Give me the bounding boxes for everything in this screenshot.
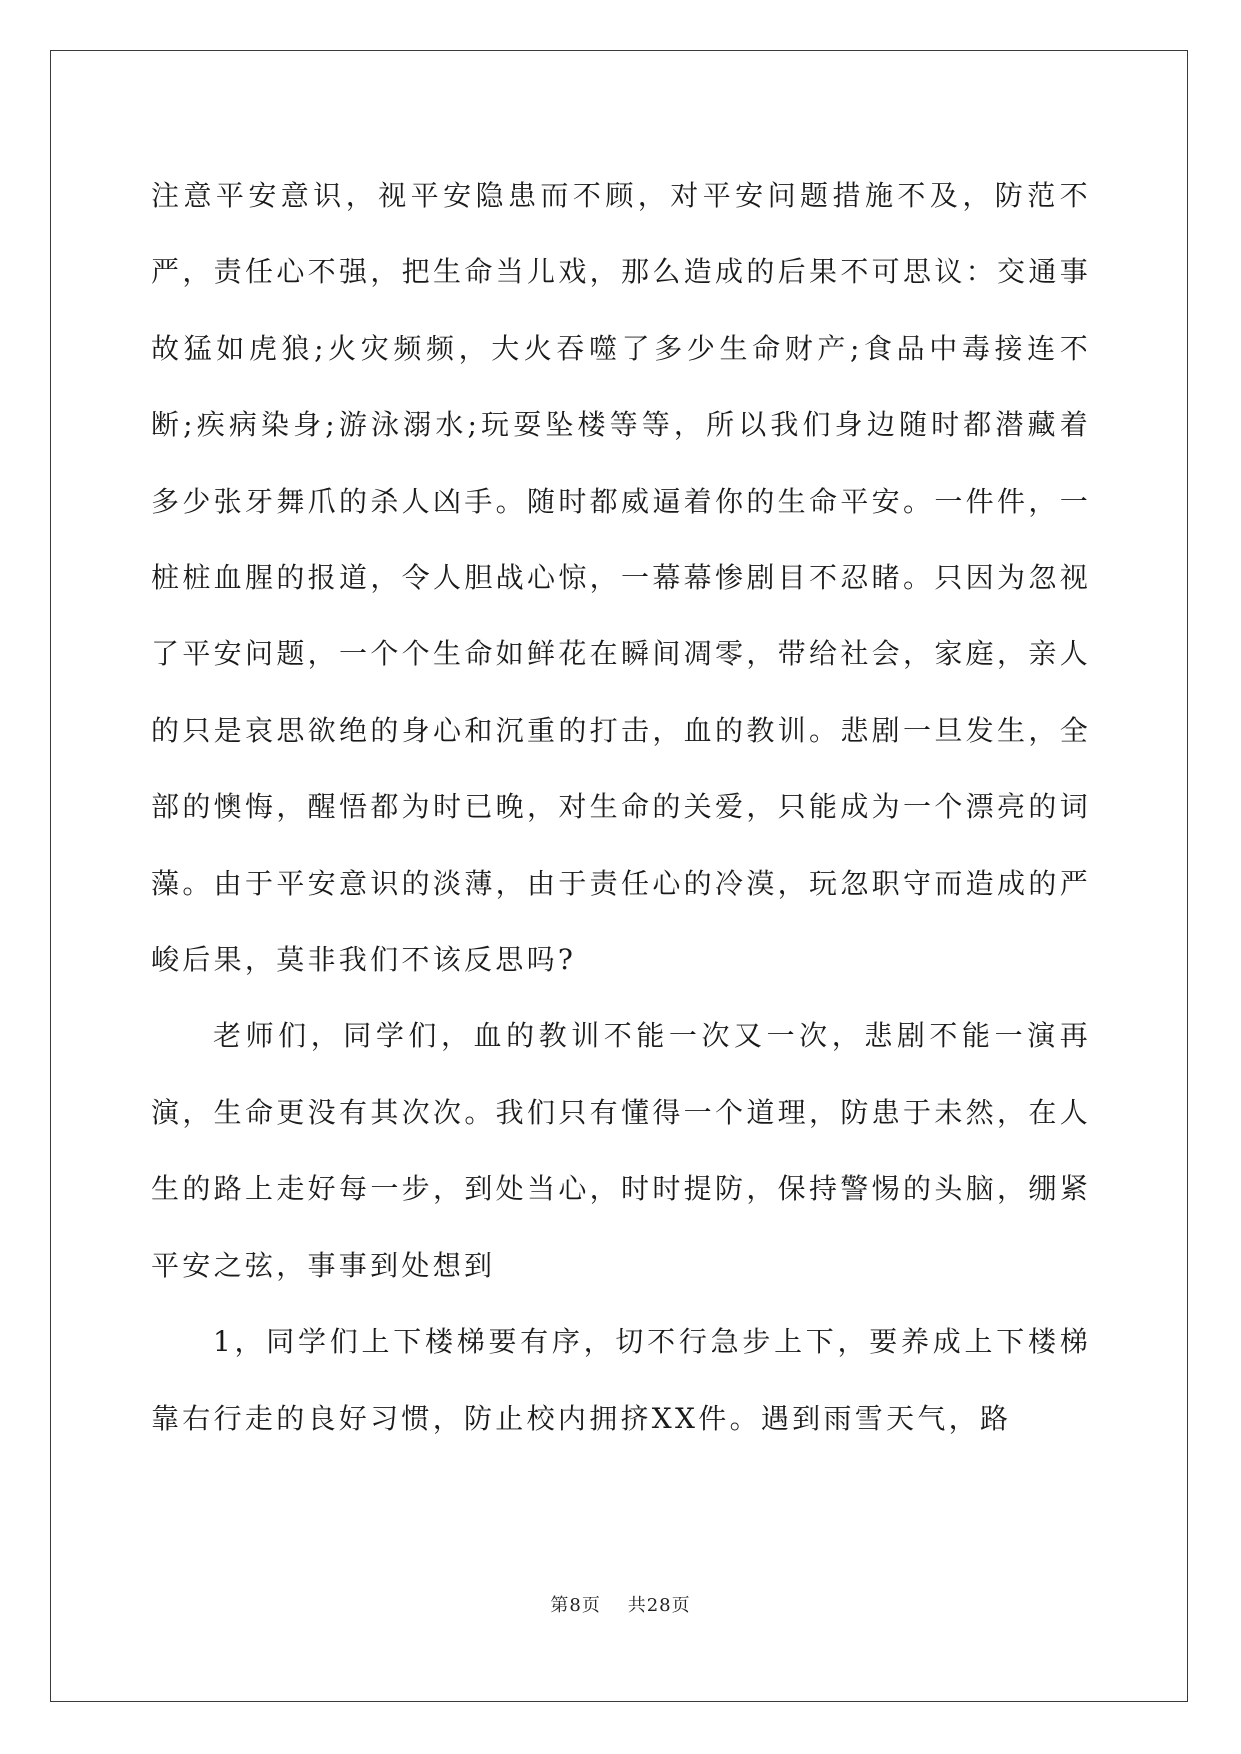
paragraph-2: 老师们，同学们，血的教训不能一次又一次，悲剧不能一演再演，生命更没有其次次。我们只有懂得一个道理，防患于未然，在人生的路上走好每一步，到处当心，时时提防，保持警惕的头脑，绷紧平安之弦，事事到处想到 <box>151 1019 1091 1282</box>
paragraph-3: 1，同学们上下楼梯要有序，切不行急步上下，要养成上下楼梯靠右行走的良好习惯，防止校内拥挤XX件。遇到雨雪天气，路 <box>151 1325 1091 1435</box>
page-number: 第8页 <box>550 1595 601 1616</box>
page-total: 共28页 <box>627 1595 691 1616</box>
page-footer <box>0 1591 1241 1617</box>
paragraph-1: 注意平安意识，视平安隐患而不顾，对平安问题措施不及，防范不严，责任心不强，把生命当儿戏，那么造成的后果不可思议：交通事故猛如虎狼;火灾频频，大火吞噬了多少生命财产;食品中毒接连不断;疾病染身;游泳溺水;玩耍坠楼等等，所以我们身边随时都潜藏着多少张牙舞爪的杀人凶手。随时都威逼着你的生命平安。一件件，一桩桩血腥的报道，令人胆战心惊，一幕幕惨剧目不忍睹。只因为忽视了平安问题，一个个生命如鲜花在瞬间凋零，带给社会，家庭，亲人的只是哀思欲绝的身心和沉重的打击，血的教训。悲剧一旦发生，全部的懊悔，醒悟都为时已晚，对生命的关爱，只能成为一个漂亮的词藻。由于平安意识的淡薄，由于责任心的冷漠，玩忽职守而造成的严峻后果，莫非我们不该反思吗? <box>151 179 1091 977</box>
document-body <box>151 158 1091 1457</box>
